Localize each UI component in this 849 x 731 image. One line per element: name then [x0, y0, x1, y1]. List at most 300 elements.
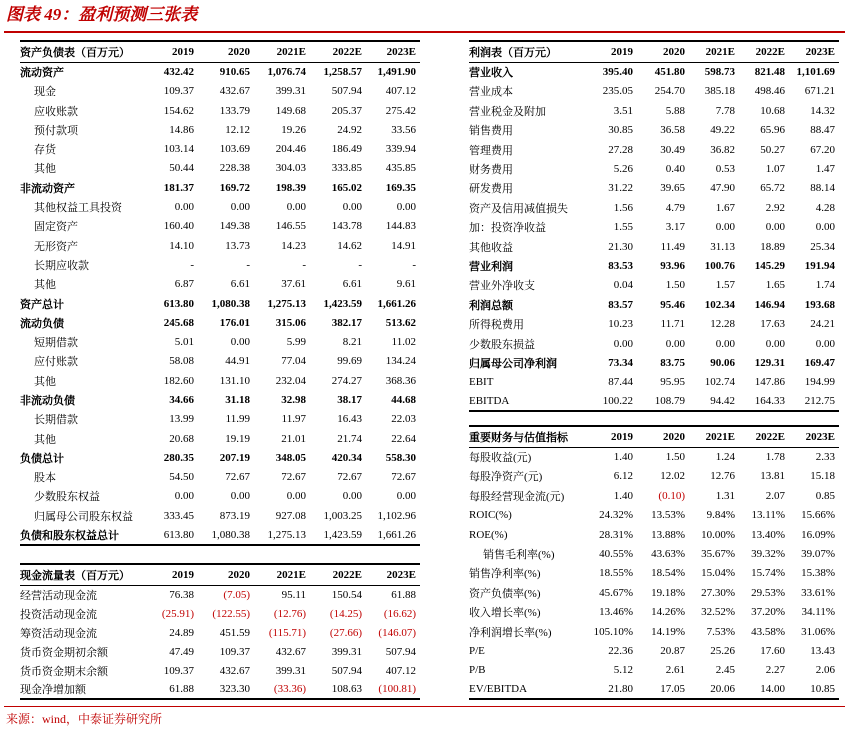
- table-row: [20, 642, 420, 661]
- row-value: 13.73: [225, 239, 250, 252]
- row-label: P/E: [469, 644, 485, 657]
- row-label: 应付账款: [34, 356, 78, 369]
- row-value: 40.55%: [599, 548, 633, 561]
- table-row: [469, 256, 839, 275]
- row-value: 0.00: [396, 490, 416, 503]
- row-value: 11.49: [660, 240, 685, 253]
- row-value: 6.61: [342, 278, 362, 291]
- row-value: 17.60: [760, 644, 785, 657]
- row-label: EBITDA: [469, 392, 587, 411]
- row-value: 451.59: [219, 626, 250, 639]
- column-header: 2020: [637, 41, 689, 62]
- row-value: 17.05: [637, 680, 689, 699]
- row-value: 1.67: [715, 201, 735, 214]
- row-value: 228.38: [219, 162, 250, 175]
- row-value: 20.68: [169, 432, 194, 445]
- row-value: 0.00: [613, 337, 633, 350]
- row-value: 25.26: [710, 644, 735, 657]
- row-value: 36.82: [710, 143, 735, 156]
- row-value: 100.22: [587, 392, 637, 411]
- row-value: 31.06%: [801, 625, 835, 638]
- row-value: 927.08: [275, 509, 306, 522]
- row-value: 95.11: [281, 588, 306, 601]
- row-value: 143.78: [331, 220, 362, 233]
- row-label: 固定资产: [34, 221, 78, 234]
- row-label: 货币资金期初余额: [20, 646, 108, 659]
- row-value: 164.33: [739, 392, 789, 411]
- row-value: 21.74: [337, 432, 362, 445]
- table-title: 资产负债表（百万元）: [20, 41, 148, 62]
- table-row: [469, 564, 839, 583]
- table-row: [20, 275, 420, 294]
- row-value: 432.67: [219, 85, 250, 98]
- row-value: 13.53%: [651, 509, 685, 522]
- title-divider: [4, 31, 845, 33]
- table-row: [469, 603, 839, 622]
- row-value: 2.07: [765, 489, 785, 502]
- table-row: [20, 525, 420, 544]
- row-value: 2.45: [715, 664, 735, 677]
- row-value: 35.67%: [701, 548, 735, 561]
- table-title: 现金流量表（百万元）: [20, 564, 148, 585]
- row-value: 1,080.38: [211, 297, 250, 310]
- row-value: 275.42: [385, 104, 416, 117]
- row-value: (115.71): [268, 626, 306, 639]
- row-value: 100.76: [704, 259, 735, 272]
- table-row: [469, 373, 839, 392]
- row-value: 67.20: [810, 143, 835, 156]
- column-header: 2023E: [789, 41, 839, 62]
- row-value: 131.10: [219, 374, 250, 387]
- row-value: 77.04: [281, 355, 306, 368]
- row-value: 1.07: [765, 163, 785, 176]
- row-label: 非流动资产: [20, 182, 75, 195]
- row-value: 1.56: [613, 201, 633, 214]
- row-value: 19.18%: [651, 586, 685, 599]
- table-row: [469, 198, 839, 217]
- row-value: 274.27: [331, 374, 362, 387]
- row-value: 1,003.25: [323, 509, 362, 522]
- row-label: 所得税费用: [469, 319, 524, 332]
- table-row: [20, 294, 420, 313]
- row-value: 333.85: [331, 162, 362, 175]
- cashflow-table: [20, 563, 420, 700]
- row-value: 1,102.96: [377, 509, 416, 522]
- table-header-row: [469, 41, 839, 62]
- table-row: [20, 217, 420, 236]
- row-value: 1.31: [715, 489, 735, 502]
- row-label: 投资活动现金流: [20, 608, 97, 621]
- row-value: 150.54: [331, 588, 362, 601]
- row-value: 14.86: [169, 123, 194, 136]
- row-value: 9.84%: [706, 509, 735, 522]
- column-header: 2023E: [366, 41, 420, 62]
- row-value: 43.63%: [651, 548, 685, 561]
- row-value: (14.25): [329, 607, 362, 620]
- row-value: 0.00: [286, 490, 306, 503]
- table-row: [20, 313, 420, 332]
- row-label: 利润总额: [469, 299, 513, 312]
- table-row: [469, 544, 839, 563]
- row-label: 股本: [34, 472, 56, 485]
- column-header: 2023E: [366, 564, 420, 585]
- row-value: 1,080.38: [198, 525, 254, 544]
- row-value: 382.17: [331, 316, 362, 329]
- row-value: 31.22: [608, 182, 633, 195]
- table-row: [469, 159, 839, 178]
- row-value: 32.98: [281, 393, 306, 406]
- row-value: 12.76: [710, 470, 735, 483]
- row-value: 399.31: [275, 85, 306, 98]
- row-value: -: [246, 258, 250, 271]
- row-value: 146.94: [754, 298, 785, 311]
- row-label: 其他收益: [469, 241, 513, 254]
- table-row: [20, 371, 420, 390]
- row-value: 432.42: [163, 66, 194, 79]
- row-value: 49.22: [710, 124, 735, 137]
- table-row: [20, 101, 420, 120]
- row-value: 44.68: [391, 393, 416, 406]
- row-value: 93.96: [660, 259, 685, 272]
- row-label: 非流动负债: [20, 394, 75, 407]
- row-value: 1.50: [665, 279, 685, 292]
- row-value: 0.00: [230, 490, 250, 503]
- row-value: -: [358, 258, 362, 271]
- table-row: [20, 82, 420, 101]
- row-value: 169.72: [219, 181, 250, 194]
- row-value: 39.65: [660, 182, 685, 195]
- row-value: 30.49: [660, 143, 685, 156]
- table-row: [20, 120, 420, 139]
- footer-divider: [4, 706, 845, 707]
- row-label: 资产负债率(%): [469, 587, 541, 600]
- row-value: 76.38: [169, 588, 194, 601]
- row-value: 186.49: [331, 143, 362, 156]
- table-row: [20, 62, 420, 81]
- table-row: [469, 295, 839, 314]
- row-label: 研发费用: [469, 183, 513, 196]
- row-value: 50.44: [169, 162, 194, 175]
- row-value: 83.57: [608, 298, 633, 311]
- row-value: 103.14: [163, 143, 194, 156]
- row-value: 1,275.13: [267, 297, 306, 310]
- row-label: 归属母公司股东权益: [34, 510, 133, 523]
- row-value: 18.54%: [651, 567, 685, 580]
- row-value: 0.00: [715, 221, 735, 234]
- row-value: 44.91: [225, 355, 250, 368]
- row-value: 21.80: [587, 680, 637, 699]
- row-value: 14.91: [391, 239, 416, 252]
- row-value: 1,423.59: [310, 525, 366, 544]
- column-header: 2021E: [254, 564, 310, 585]
- row-value: 13.40%: [751, 528, 785, 541]
- row-value: 432.67: [219, 664, 250, 677]
- table-row: [469, 525, 839, 544]
- row-label: 负债和股东权益总计: [20, 525, 148, 544]
- table-row: [20, 178, 420, 197]
- row-value: 1,258.57: [323, 66, 362, 79]
- table-row: [20, 352, 420, 371]
- row-label: 收入增长率(%): [469, 607, 541, 620]
- row-value: 1.74: [815, 279, 835, 292]
- row-value: 176.01: [219, 316, 250, 329]
- table-row: [20, 236, 420, 255]
- row-value: 32.52%: [701, 606, 735, 619]
- row-value: 165.02: [331, 181, 362, 194]
- row-value: 39.07%: [801, 548, 835, 561]
- row-value: 2.33: [815, 451, 835, 464]
- row-value: 19.19: [225, 432, 250, 445]
- row-value: 5.99: [286, 336, 306, 349]
- ratios-table: [469, 425, 839, 700]
- table-row: [20, 585, 420, 604]
- row-value: 61.88: [148, 680, 198, 699]
- table-header-row: [20, 564, 420, 585]
- row-value: 30.85: [608, 124, 633, 137]
- row-value: 108.79: [637, 392, 689, 411]
- row-value: 0.00: [286, 201, 306, 214]
- row-value: 36.58: [660, 124, 685, 137]
- row-value: 28.31%: [599, 528, 633, 541]
- table-row: [469, 661, 839, 680]
- row-label: 经营活动现金流: [20, 589, 97, 602]
- row-value: 1,076.74: [267, 66, 306, 79]
- table-header-row: [20, 41, 420, 62]
- row-label: 流动资产: [20, 67, 64, 80]
- column-header: 2020: [637, 426, 689, 447]
- row-value: 7.53%: [706, 625, 735, 638]
- row-value: 10.00%: [701, 528, 735, 541]
- row-value: 280.35: [163, 451, 194, 464]
- row-value: 16.09%: [801, 528, 835, 541]
- table-row: [469, 121, 839, 140]
- row-label: 营业成本: [469, 86, 513, 99]
- column-header: 2019: [148, 41, 198, 62]
- row-value: 181.37: [163, 181, 194, 194]
- row-value: 154.62: [163, 104, 194, 117]
- row-label: 流动负债: [20, 317, 64, 330]
- row-value: 108.63: [310, 680, 366, 699]
- row-value: 13.43: [810, 644, 835, 657]
- table-row: [469, 622, 839, 641]
- table-title: 利润表（百万元）: [469, 41, 587, 62]
- row-value: 2.92: [765, 201, 785, 214]
- column-header: 2020: [198, 564, 254, 585]
- row-value: 451.80: [654, 66, 685, 79]
- table-row: [469, 101, 839, 120]
- row-value: 72.67: [225, 471, 250, 484]
- row-value: 6.12: [613, 470, 633, 483]
- row-value: 385.18: [704, 85, 735, 98]
- row-value: 15.18: [810, 470, 835, 483]
- row-value: 83.75: [660, 356, 685, 369]
- table-row: [20, 448, 420, 467]
- row-value: 368.36: [385, 374, 416, 387]
- row-value: 22.03: [391, 413, 416, 426]
- row-label: 销售净利率(%): [469, 568, 541, 581]
- row-label: EBIT: [469, 376, 494, 389]
- row-value: 407.12: [385, 85, 416, 98]
- row-value: 204.46: [275, 143, 306, 156]
- row-value: (7.05): [223, 588, 250, 601]
- row-value: 0.00: [715, 337, 735, 350]
- row-value: 109.37: [163, 664, 194, 677]
- column-header: 2022E: [310, 564, 366, 585]
- row-value: 348.05: [275, 451, 306, 464]
- column-header: 2021E: [689, 41, 739, 62]
- row-value: 498.46: [754, 85, 785, 98]
- row-value: 10.68: [760, 104, 785, 117]
- row-label: 营业收入: [469, 67, 513, 80]
- row-value: 671.21: [804, 85, 835, 98]
- row-value: 407.12: [385, 664, 416, 677]
- row-value: (100.81): [366, 680, 420, 699]
- row-value: 1.47: [815, 163, 835, 176]
- row-value: 1,275.13: [254, 525, 310, 544]
- row-value: 12.12: [225, 123, 250, 136]
- row-value: (0.10): [658, 489, 685, 502]
- row-value: 14.10: [169, 239, 194, 252]
- table-title: 重要财务与估值指标: [469, 426, 587, 447]
- row-value: 1.24: [715, 451, 735, 464]
- row-value: 72.67: [281, 471, 306, 484]
- row-label: 每股净资产(元): [469, 471, 543, 484]
- row-value: 19.26: [281, 123, 306, 136]
- row-value: 254.70: [654, 85, 685, 98]
- row-value: 191.94: [804, 259, 835, 272]
- row-value: 149.68: [275, 104, 306, 117]
- row-value: 21.30: [608, 240, 633, 253]
- row-value: 5.88: [665, 104, 685, 117]
- row-value: 821.48: [754, 66, 785, 79]
- table-row: [20, 661, 420, 680]
- row-value: 24.21: [810, 318, 835, 331]
- row-value: 232.04: [275, 374, 306, 387]
- row-label: 现金: [34, 86, 56, 99]
- row-label: 长期应收款: [34, 259, 89, 272]
- table-row: [20, 410, 420, 429]
- row-value: 399.31: [275, 664, 306, 677]
- row-value: 13.11%: [751, 509, 785, 522]
- row-value: 10.85: [789, 680, 839, 699]
- row-value: (25.91): [161, 607, 194, 620]
- row-label: 营业外净收支: [469, 280, 535, 293]
- row-value: 245.68: [163, 316, 194, 329]
- row-value: 31.13: [710, 240, 735, 253]
- row-value: 39.32%: [751, 548, 785, 561]
- row-label: 其他权益工具投资: [34, 202, 122, 215]
- table-row: [469, 82, 839, 101]
- row-label: 其他: [34, 433, 56, 446]
- row-value: 88.47: [810, 124, 835, 137]
- row-value: 15.04%: [701, 567, 735, 580]
- row-value: 315.06: [275, 316, 306, 329]
- table-row: [20, 680, 420, 699]
- row-value: 50.27: [760, 143, 785, 156]
- table-row: [469, 641, 839, 660]
- row-value: 193.68: [804, 298, 835, 311]
- row-value: 58.08: [169, 355, 194, 368]
- row-value: 72.67: [391, 471, 416, 484]
- row-value: 0.00: [174, 201, 194, 214]
- row-value: 21.01: [281, 432, 306, 445]
- row-value: 73.34: [608, 356, 633, 369]
- table-row: [20, 468, 420, 487]
- row-value: 558.30: [385, 451, 416, 464]
- row-value: 20.06: [689, 680, 739, 699]
- row-value: 109.37: [163, 85, 194, 98]
- table-row: [20, 159, 420, 178]
- row-value: 47.90: [710, 182, 735, 195]
- row-value: 2.61: [665, 664, 685, 677]
- row-value: 15.38%: [801, 567, 835, 580]
- row-label: 每股经营现金流(元): [469, 490, 565, 503]
- row-value: 1.57: [715, 279, 735, 292]
- row-label: P/B: [469, 664, 486, 677]
- row-value: 12.28: [710, 318, 735, 331]
- row-value: 37.20%: [751, 606, 785, 619]
- row-label: 净利润增长率(%): [469, 626, 552, 639]
- row-value: 133.79: [219, 104, 250, 117]
- row-value: 1.55: [613, 221, 633, 234]
- row-value: 0.00: [342, 201, 362, 214]
- row-value: 399.31: [331, 645, 362, 658]
- row-value: 0.40: [665, 163, 685, 176]
- row-value: (122.55): [212, 607, 250, 620]
- row-value: 13.81: [760, 470, 785, 483]
- row-value: 22.64: [391, 432, 416, 445]
- row-value: 1.65: [765, 279, 785, 292]
- row-value: 45.67%: [599, 586, 633, 599]
- row-label: 长期借款: [34, 414, 78, 427]
- column-header: 2022E: [739, 41, 789, 62]
- income-statement-table: [469, 40, 839, 412]
- row-value: 14.62: [337, 239, 362, 252]
- row-value: 5.12: [613, 664, 633, 677]
- row-value: 87.44: [608, 376, 633, 389]
- table-row: [469, 276, 839, 295]
- row-value: 65.72: [760, 182, 785, 195]
- table-row: [469, 237, 839, 256]
- row-value: 24.92: [337, 123, 362, 136]
- row-value: 0.53: [715, 163, 735, 176]
- row-value: 169.35: [385, 181, 416, 194]
- row-value: 420.34: [331, 451, 362, 464]
- page-title: 图表 49：盈利预测三张表: [6, 5, 198, 24]
- row-value: 11.99: [225, 413, 250, 426]
- row-label: 营业税金及附加: [469, 105, 546, 118]
- row-value: 507.94: [331, 85, 362, 98]
- row-label: 短期借款: [34, 337, 78, 350]
- row-value: 33.56: [391, 123, 416, 136]
- row-value: 94.42: [689, 392, 739, 411]
- row-value: 83.53: [608, 259, 633, 272]
- row-value: 33.61%: [801, 586, 835, 599]
- row-label: 每股收益(元): [469, 452, 532, 465]
- row-label: 其他: [34, 279, 56, 292]
- table-header-row: [469, 426, 839, 447]
- row-value: 507.94: [331, 664, 362, 677]
- row-label: 资产及信用减值损失: [469, 202, 568, 215]
- column-header: 2019: [587, 426, 637, 447]
- row-value: 4.28: [815, 201, 835, 214]
- row-value: 47.49: [169, 645, 194, 658]
- row-value: 6.87: [174, 278, 194, 291]
- row-label: 营业利润: [469, 260, 513, 273]
- row-value: 14.23: [281, 239, 306, 252]
- row-value: 72.67: [337, 471, 362, 484]
- row-value: 18.55%: [599, 567, 633, 580]
